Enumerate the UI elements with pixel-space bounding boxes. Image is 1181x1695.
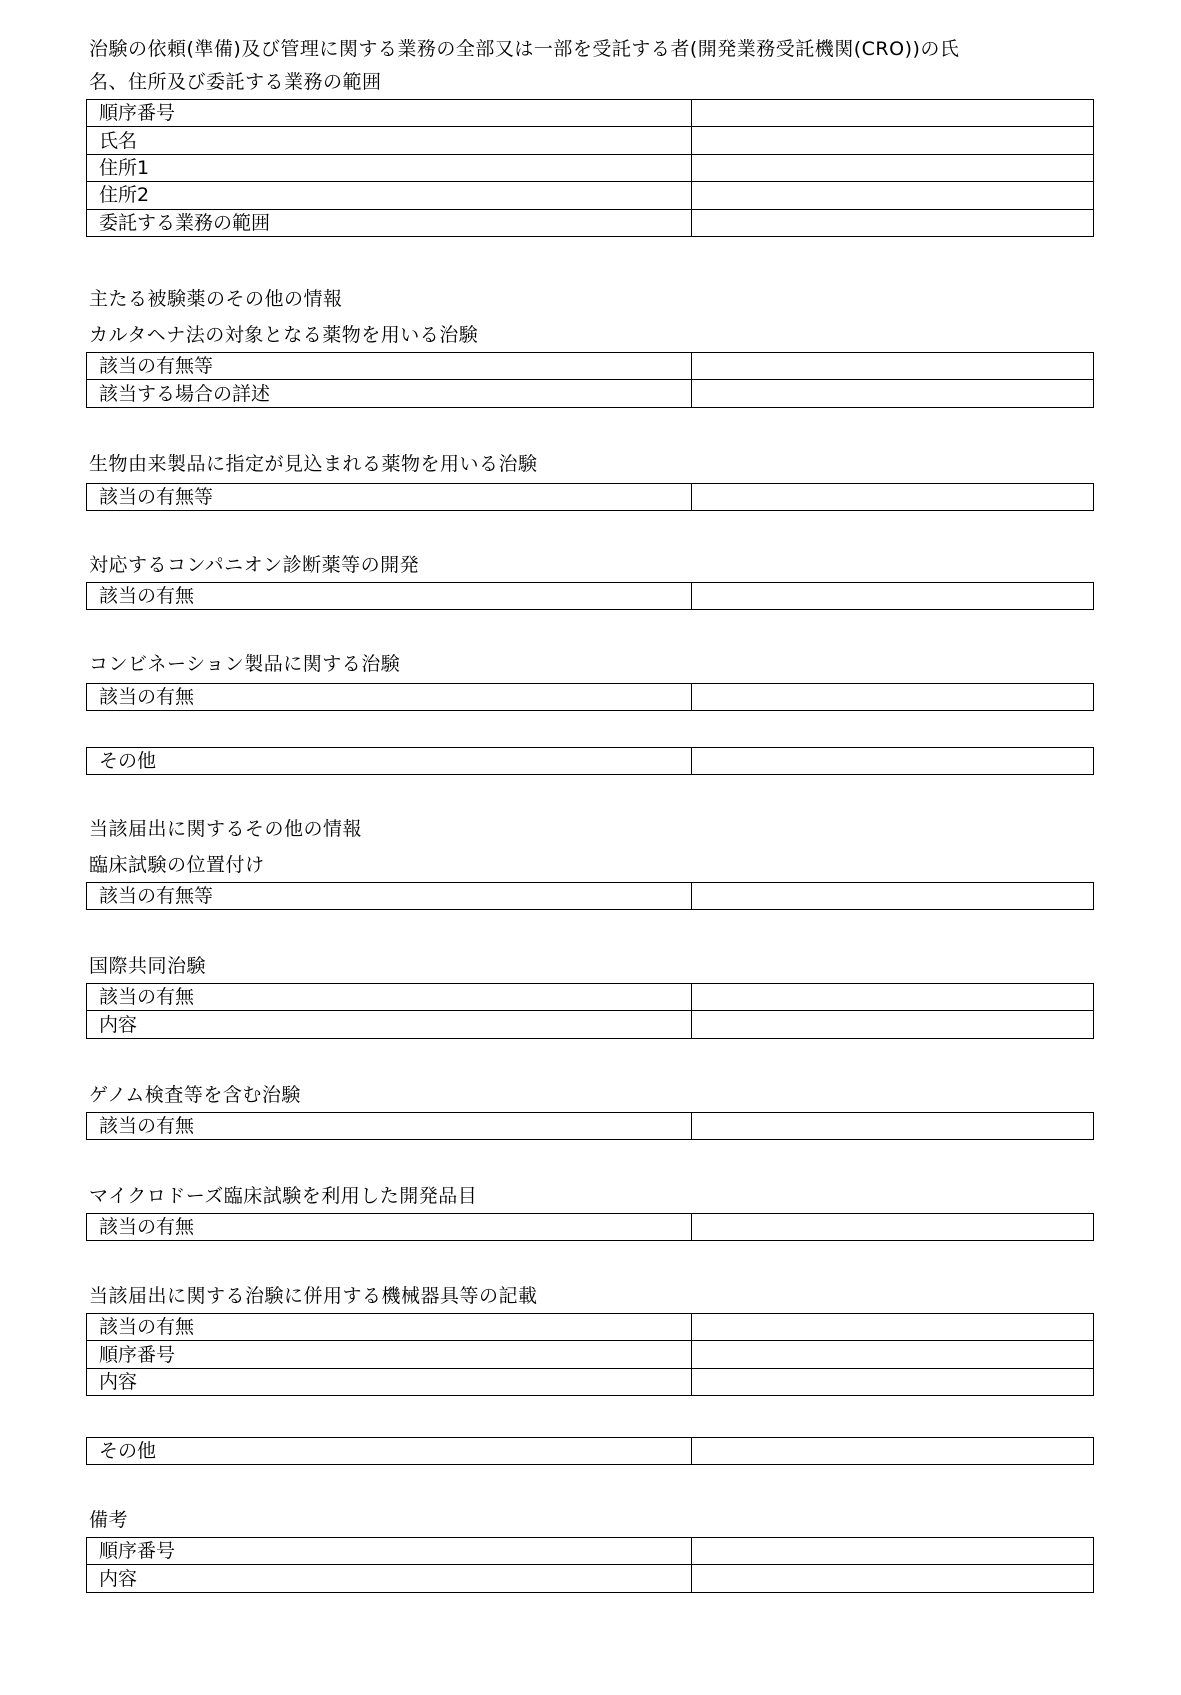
- field-label: 該当する場合の詳述: [87, 380, 692, 407]
- field-value[interactable]: [692, 209, 1094, 236]
- field-value[interactable]: [692, 583, 1094, 610]
- form-table: [86, 1112, 1094, 1140]
- table-row: [87, 100, 1094, 127]
- form-table: [86, 1437, 1094, 1465]
- field-value[interactable]: [692, 748, 1094, 775]
- field-label: 該当の有無: [87, 1314, 692, 1341]
- field-value[interactable]: [692, 484, 1094, 511]
- field-label: 該当の有無等: [87, 353, 692, 380]
- form-table: [86, 747, 1094, 775]
- form-table: [86, 1313, 1094, 1396]
- table-row: [87, 1565, 1094, 1592]
- field-label: 順序番号: [87, 100, 692, 127]
- section-heading: 当該届出に関するその他の情報: [89, 818, 363, 840]
- form-table: [86, 582, 1094, 610]
- field-value[interactable]: [692, 1565, 1094, 1592]
- section-heading: 備考: [89, 1509, 129, 1531]
- table-row: [87, 1113, 1094, 1140]
- table-row: [87, 1341, 1094, 1368]
- table-row: [87, 1314, 1094, 1341]
- table-row: [87, 748, 1094, 775]
- section-heading: コンビネーション製品に関する治験: [89, 653, 401, 675]
- section-heading: マイクロドーズ臨床試験を利用した開発品目: [89, 1185, 478, 1207]
- section-heading: 治験の依頼(準備)及び管理に関する業務の全部又は一部を受託する者(開発業務受託機関(CRO))の氏: [89, 38, 960, 60]
- field-label: 氏名: [87, 127, 692, 154]
- section-heading: 主たる被験薬のその他の情報: [89, 288, 343, 310]
- form-table: [86, 882, 1094, 910]
- field-value[interactable]: [692, 1341, 1094, 1368]
- field-label: 住所2: [87, 182, 692, 209]
- field-value[interactable]: [692, 1438, 1094, 1465]
- field-value[interactable]: [692, 380, 1094, 407]
- table-row: [87, 154, 1094, 181]
- table-row: [87, 353, 1094, 380]
- field-label: 委託する業務の範囲: [87, 209, 692, 236]
- table-row: [87, 1011, 1094, 1038]
- table-row: [87, 1214, 1094, 1241]
- table-row: [87, 1438, 1094, 1465]
- table-row: [87, 684, 1094, 711]
- form-table: [86, 683, 1094, 711]
- field-label: 該当の有無等: [87, 484, 692, 511]
- section-heading: 当該届出に関する治験に併用する機械器具等の記載: [89, 1285, 538, 1307]
- form-table: [86, 99, 1094, 237]
- section-heading: 生物由来製品に指定が見込まれる薬物を用いる治験: [89, 453, 538, 475]
- field-value[interactable]: [692, 182, 1094, 209]
- table-row: [87, 127, 1094, 154]
- field-value[interactable]: [692, 1314, 1094, 1341]
- field-value[interactable]: [692, 154, 1094, 181]
- field-value[interactable]: [692, 100, 1094, 127]
- table-row: [87, 1538, 1094, 1565]
- field-value[interactable]: [692, 1214, 1094, 1241]
- field-value[interactable]: [692, 127, 1094, 154]
- table-row: [87, 380, 1094, 407]
- table-row: [87, 484, 1094, 511]
- table-row: [87, 182, 1094, 209]
- field-value[interactable]: [692, 984, 1094, 1011]
- field-label: その他: [87, 748, 692, 775]
- form-table: [86, 1537, 1094, 1593]
- field-label: 順序番号: [87, 1538, 692, 1565]
- field-label: 内容: [87, 1368, 692, 1395]
- field-value[interactable]: [692, 1011, 1094, 1038]
- section-heading: 名、住所及び委託する業務の範囲: [89, 71, 382, 93]
- form-table: [86, 983, 1094, 1039]
- field-label: 内容: [87, 1565, 692, 1592]
- field-value[interactable]: [692, 684, 1094, 711]
- field-label: 該当の有無: [87, 1113, 692, 1140]
- field-value[interactable]: [692, 883, 1094, 910]
- field-label: 内容: [87, 1011, 692, 1038]
- section-heading: カルタヘナ法の対象となる薬物を用いる治験: [89, 324, 479, 346]
- section-heading: 対応するコンパニオン診断薬等の開発: [89, 554, 420, 576]
- section-heading: ゲノム検査等を含む治験: [89, 1084, 301, 1106]
- field-label: その他: [87, 1438, 692, 1465]
- table-row: [87, 883, 1094, 910]
- table-row: [87, 984, 1094, 1011]
- field-label: 該当の有無: [87, 684, 692, 711]
- table-row: [87, 583, 1094, 610]
- field-label: 住所1: [87, 154, 692, 181]
- table-row: [87, 1368, 1094, 1395]
- form-table: [86, 483, 1094, 511]
- table-row: [87, 209, 1094, 236]
- field-label: 該当の有無: [87, 984, 692, 1011]
- field-label: 該当の有無: [87, 583, 692, 610]
- section-heading: 国際共同治験: [89, 955, 207, 977]
- field-value[interactable]: [692, 1113, 1094, 1140]
- field-value[interactable]: [692, 353, 1094, 380]
- form-table: [86, 1213, 1094, 1241]
- field-value[interactable]: [692, 1368, 1094, 1395]
- field-label: 順序番号: [87, 1341, 692, 1368]
- field-label: 該当の有無等: [87, 883, 692, 910]
- section-heading: 臨床試験の位置付け: [89, 854, 265, 876]
- field-label: 該当の有無: [87, 1214, 692, 1241]
- field-value[interactable]: [692, 1538, 1094, 1565]
- form-table: [86, 352, 1094, 408]
